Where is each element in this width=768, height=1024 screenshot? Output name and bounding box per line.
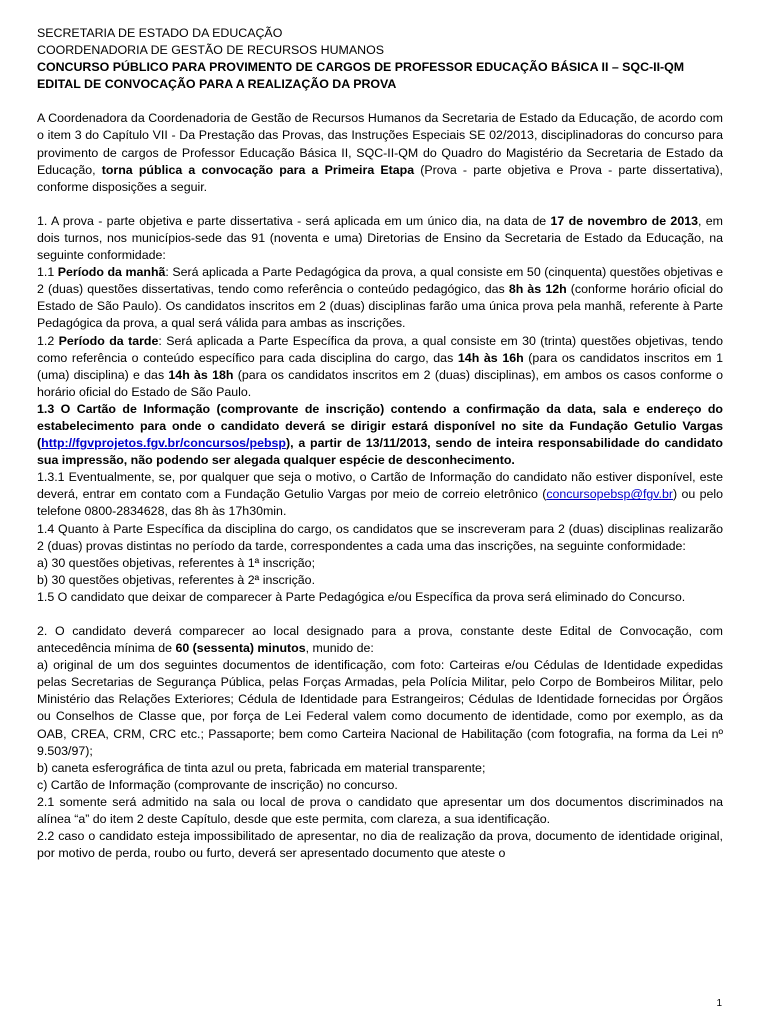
page-number: 1 — [716, 998, 722, 1009]
section-1-4: 1.4 Quanto à Parte Específica da disciplina do cargo, os candidatos que se inscreveram para 2 (duas) disciplinas realizarão 2 (duas) provas distintas no período da tarde, correspondentes a cada uma das inscrições, na seguinte conformidade: — [37, 521, 723, 553]
section-1-2: 1.2 Período da tarde: Será aplicada a Parte Específica da prova, a qual consiste em 30 (trinta) questões objetivas, tendo como referência o conteúdo específico para cada disciplina do cargo, das 14h às 16h (para os candidatos inscritos em 1 (uma) disciplina) e das 14h às 18h (para os candidatos inscritos em 2 (duas) disciplinas), em ambos os casos conforme o horário oficial do Estado de São Paulo. — [37, 333, 723, 399]
intro-paragraph: A Coordenadora da Coordenadoria de Gestão de Recursos Humanos da Secretaria de Estado da Educação, de acordo com o item 3 do Capítulo VII - Da Prestação das Provas, das Instruções Especiais SE 02/2013, disciplinadoras do concurso para provimento de cargos de Professor Educação Básica II, SQC-II-QM do Quadro do Magistério da Secretaria de Estado da Educação, torna pública a convocação para a Primeira Etapa (Prova - parte objetiva e Prova - parte dissertativa), conforme disposições a seguir. — [37, 111, 723, 194]
section-1-4-item-a: a) 30 questões objetivas, referentes à 1ª inscrição; — [37, 555, 316, 570]
section-1-3: 1.3 O Cartão de Informação (comprovante de inscrição) contendo a confirmação da data, sala e endereço do estabelecimento para onde o candidato deverá se dirigir estará disponível no site da Fundação Getulio Vargas (http://fgvprojetos.fgv.br/concursos/pebsp), a partir de 13/11/2013, sendo de inteira responsabilidade do candidato sua impressão, não podendo ser alegada qualquer espécie de desconhecimento. — [37, 401, 723, 468]
section-2: 2. O candidato deverá comparecer ao local designado para a prova, constante deste Edital de Convocação, com antecedência mínima de 60 (sessenta) minutos, munido de: — [37, 624, 723, 656]
section-2-item-a: a) original de um dos seguintes documentos de identificação, com foto: Carteiras e/ou Cédulas de Identidade expedidas pelas Secretarias de Segurança Pública, pelas Forças Armadas, pela Polícia Militar, pelo Corpo de Bombeiros Militar, pelo Ministério das Relações Exteriores; Cédula de Identidade para Estrangeiros; Cédulas de Identidade fornecidas por Órgãos ou Conselhos de Classe que, por força de Lei Federal valem como documento de identidade, como por exemplo, as da OAB, CREA, CRM, CRC etc.; Passaporte; bem como Carteira Nacional de Habilitação (com fotografia, na forma da Lei nº 9.503/97); — [37, 658, 723, 758]
section-1-4-item-b: b) 30 questões objetivas, referentes à 2ª inscrição. — [37, 572, 316, 587]
header-secretaria: SECRETARIA DE ESTADO DA EDUCAÇÃO — [37, 26, 283, 40]
email-link[interactable]: concursopebsp@fgv.br — [546, 487, 674, 502]
document-page — [37, 25, 723, 862]
document-header — [37, 25, 723, 93]
header-coordenadoria: COORDENADORIA DE GESTÃO DE RECURSOS HUMANOS — [37, 43, 384, 58]
header-concurso-title: CONCURSO PÚBLICO PARA PROVIMENTO DE CARGOS DE PROFESSOR EDUCAÇÃO BÁSICA II – SQC-II-QM — [37, 60, 685, 75]
section-2-2: 2.2 caso o candidato esteja impossibilitado de apresentar, no dia de realização da prova, documento de identidade original, por motivo de perda, roubo ou furto, deverá ser apresentado documento que ateste o — [37, 829, 723, 861]
section-1-1: 1.1 Período da manhã: Será aplicada a Parte Pedagógica da prova, a qual consiste em 50 (cinquenta) questões objetivas e 2 (duas) questões dissertativas, tendo como referência o conteúdo pedagógico, das 8h às 12h (conforme horário oficial do Estado de São Paulo). Os candidatos inscritos em 2 (duas) disciplinas farão uma única prova pela manhã, referente à Parte Pedagógica da prova, a qual será válida para ambas as inscrições. — [37, 265, 723, 331]
section-1-3-1: 1.3.1 Eventualmente, se, por qualquer que seja o motivo, o Cartão de Informação do candidato não estiver disponível, este deverá, entrar em contato com a Fundação Getulio Vargas por meio de correio eletrônico (concursopebsp@fgv.br) ou pelo telefone 0800-2834628, das 8h às 17h30min. — [37, 470, 723, 519]
section-1-5: 1.5 O candidato que deixar de comparecer à Parte Pedagógica e/ou Específica da prova será eliminado do Concurso. — [37, 589, 686, 604]
header-edital-title: EDITAL DE CONVOCAÇÃO PARA A REALIZAÇÃO DA PROVA — [37, 77, 397, 92]
section-2-item-c: c) Cartão de Informação (comprovante de inscrição) no concurso. — [37, 777, 398, 792]
section-2-item-b: b) caneta esferográfica de tinta azul ou preta, fabricada em material transparente; — [37, 760, 486, 775]
section-2-1: 2.1 somente será admitido na sala ou local de prova o candidato que apresentar um dos documentos discriminados na alínea “a” do item 2 deste Capítulo, desde que este permita, com clareza, a sua identificação. — [37, 794, 723, 827]
section-1: 1. A prova - parte objetiva e parte dissertativa - será aplicada em um único dia, na data de 17 de novembro de 2013, em dois turnos, nos municípios-sede das 91 (noventa e uma) Diretorias de Ensino da Secretaria de Estado da Educação, na seguinte conformidade: — [37, 213, 723, 263]
fgv-concurso-link[interactable]: http://fgvprojetos.fgv.br/concursos/pebsp — [41, 436, 286, 451]
